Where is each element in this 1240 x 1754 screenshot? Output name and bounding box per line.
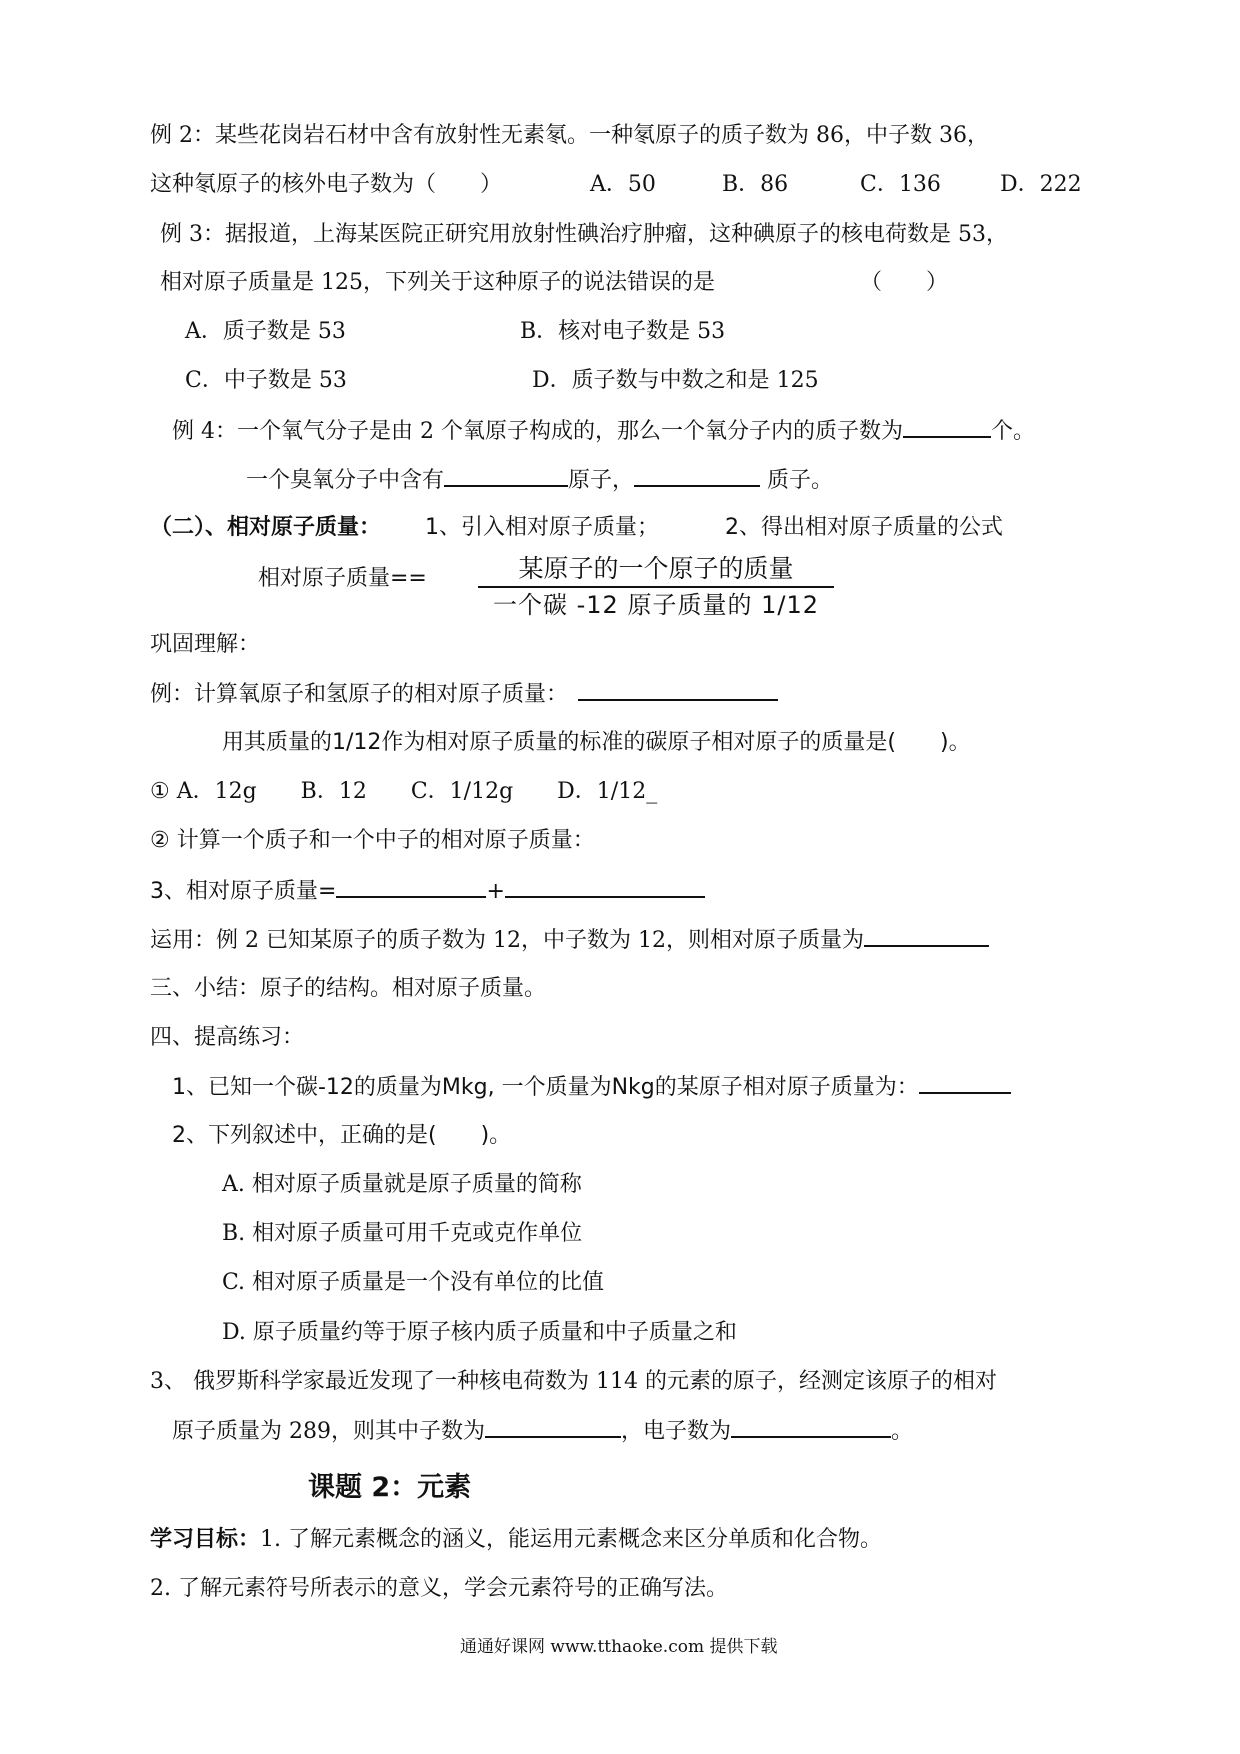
formula-text: 3、相对原子质量= (150, 879, 337, 904)
ex2-line2 (150, 170, 1082, 200)
summary: 三、小结：原子的结构。相对原子质量。 (150, 976, 547, 1001)
ex4-question: 例 4：一个氧气分子是由 2 个氧原子构成的，那么一个氧分子内的质子数为 (172, 419, 903, 444)
ex3-option-b: B．核对电子数是 53 (520, 319, 726, 344)
practice-q1-blank[interactable] (919, 1072, 1011, 1094)
section2-heading: （二）、相对原子质量： (150, 515, 382, 540)
ex3-line1: 例 3：据报道，上海某医院正研究用放射性碘治疗肿瘤，这种碘原子的核电荷数是 53， (160, 222, 1008, 247)
ex4-ozone-text: 一个臭氧分子中含有 (246, 468, 445, 493)
apply-line (150, 925, 989, 956)
fraction-numerator: 某原子的一个原子的质量 (518, 554, 794, 583)
topic2-title: 课题 2：元素 (308, 1472, 472, 1503)
consolidate-example-line (150, 679, 778, 710)
ex3-option-a: A．质子数是 53 (185, 319, 346, 344)
ex4-unit: 个。 (990, 419, 1035, 444)
practice-q3-text: 原子质量为 289，则其中子数为 (172, 1419, 485, 1444)
consolidate-heading: 巩固理解： (150, 632, 261, 657)
practice-q2: 2、下列叙述中，正确的是( )。 (172, 1123, 512, 1148)
ex2-option-a: A．50 (590, 172, 656, 197)
ex4-blank-protons[interactable] (903, 416, 991, 438)
topic2-goal-label: 学习目标： (150, 1527, 261, 1552)
ex3-option-d: D．质子数与中数之和是 125 (532, 368, 819, 393)
fraction-denominator: 一个碳 -12 原子质量的 1/12 (493, 591, 819, 619)
practice-q1: 1、已知一个碳-12的质量为Mkg, 一个质量为Nkg的某原子相对原子质量为： (172, 1075, 919, 1100)
page-footer: 通通好课网 www.tthaoke.com 提供下载 (460, 1637, 778, 1657)
topic2-goal2: 2. 了解元素符号所表示的意义，学会元素符号的正确写法。 (150, 1576, 728, 1601)
ex4-blank-ozone-protons[interactable] (634, 465, 760, 487)
ex4-blank-atoms[interactable] (444, 465, 568, 487)
consolidate-example: 例：计算氧原子和氢原子的相对原子质量： (150, 682, 569, 707)
formula-label: 相对原子质量== (258, 566, 427, 591)
practice-q3-end: 。 (891, 1419, 914, 1444)
practice-q2-option-a: A. 相对原子质量就是原子质量的简称 (222, 1172, 582, 1197)
ex3-line2 (160, 268, 949, 298)
ex4-atoms-label: 原子， (568, 468, 635, 493)
ex3-paren: （ ） (860, 270, 949, 295)
ex3-question: 相对原子质量是 125，下列关于这种原子的说法错误的是 (160, 270, 715, 295)
topic2-goal1: 1. 了解元素概念的涵义，能运用元素概念来区分单质和化合物。 (260, 1527, 883, 1552)
ex4-line1 (172, 416, 1035, 447)
formula-plus: + (486, 879, 505, 904)
practice-q3-line2 (172, 1416, 913, 1447)
formula-line (150, 876, 705, 907)
topic2-goal-line1 (150, 1525, 882, 1555)
ex2-option-c: C．136 (860, 172, 941, 197)
consolidate-blank-mass[interactable] (578, 679, 778, 701)
formula-blank-2[interactable] (505, 876, 705, 898)
relative-mass-fraction (470, 552, 842, 622)
practice-q3-line1: 3、 俄罗斯科学家最近发现了一种核电荷数为 114 的元素的原子，经测定该原子的相对 (150, 1369, 997, 1394)
ex4-protons-label: 质子。 (767, 468, 834, 493)
practice-q1-line (172, 1072, 1011, 1103)
practice-q3-electrons-label: ，电子数为 (621, 1419, 732, 1444)
ex2-line1: 例 2：某些花岗岩石材中含有放射性无素氡。一种氡原子的质子数为 86，中子数 36， (150, 123, 989, 148)
ex2-option-b: B．86 (722, 172, 789, 197)
section2-item2: 2、得出相对原子质量的公式 (725, 515, 1003, 540)
section2-heading-line (150, 513, 1003, 543)
practice-q2-option-b: B. 相对原子质量可用千克或克作单位 (222, 1221, 583, 1246)
section2-item1: 1、引入相对原子质量； (425, 515, 659, 540)
consolidate-calc: ② 计算一个质子和一个中子的相对原子质量： (150, 828, 595, 853)
practice-q3-blank-neutrons[interactable] (485, 1416, 621, 1438)
consolidate-options: ① A．12g B．12 C．1/12g D．1/12_ (150, 779, 658, 804)
ex2-question: 这种氡原子的核外电子数为（ ） (150, 172, 503, 197)
apply-blank[interactable] (864, 925, 989, 947)
ex4-line2 (246, 465, 833, 496)
formula-blank-1[interactable] (336, 876, 486, 898)
practice-q3-blank-electrons[interactable] (731, 1416, 891, 1438)
practice-q2-option-d: D. 原子质量约等于原子核内质子质量和中子质量之和 (222, 1320, 737, 1345)
apply-text: 运用：例 2 已知某原子的质子数为 12，中子数为 12，则相对原子质量为 (150, 928, 864, 953)
practice-heading: 四、提高练习： (150, 1025, 305, 1050)
ex3-option-c: C．中子数是 53 (185, 368, 347, 393)
consolidate-question: 用其质量的1/12作为相对原子质量的标准的碳原子相对原子的质量是( )。 (222, 730, 971, 755)
practice-q2-option-c: C. 相对原子质量是一个没有单位的比值 (222, 1270, 605, 1295)
ex2-option-d: D．222 (1000, 172, 1082, 197)
